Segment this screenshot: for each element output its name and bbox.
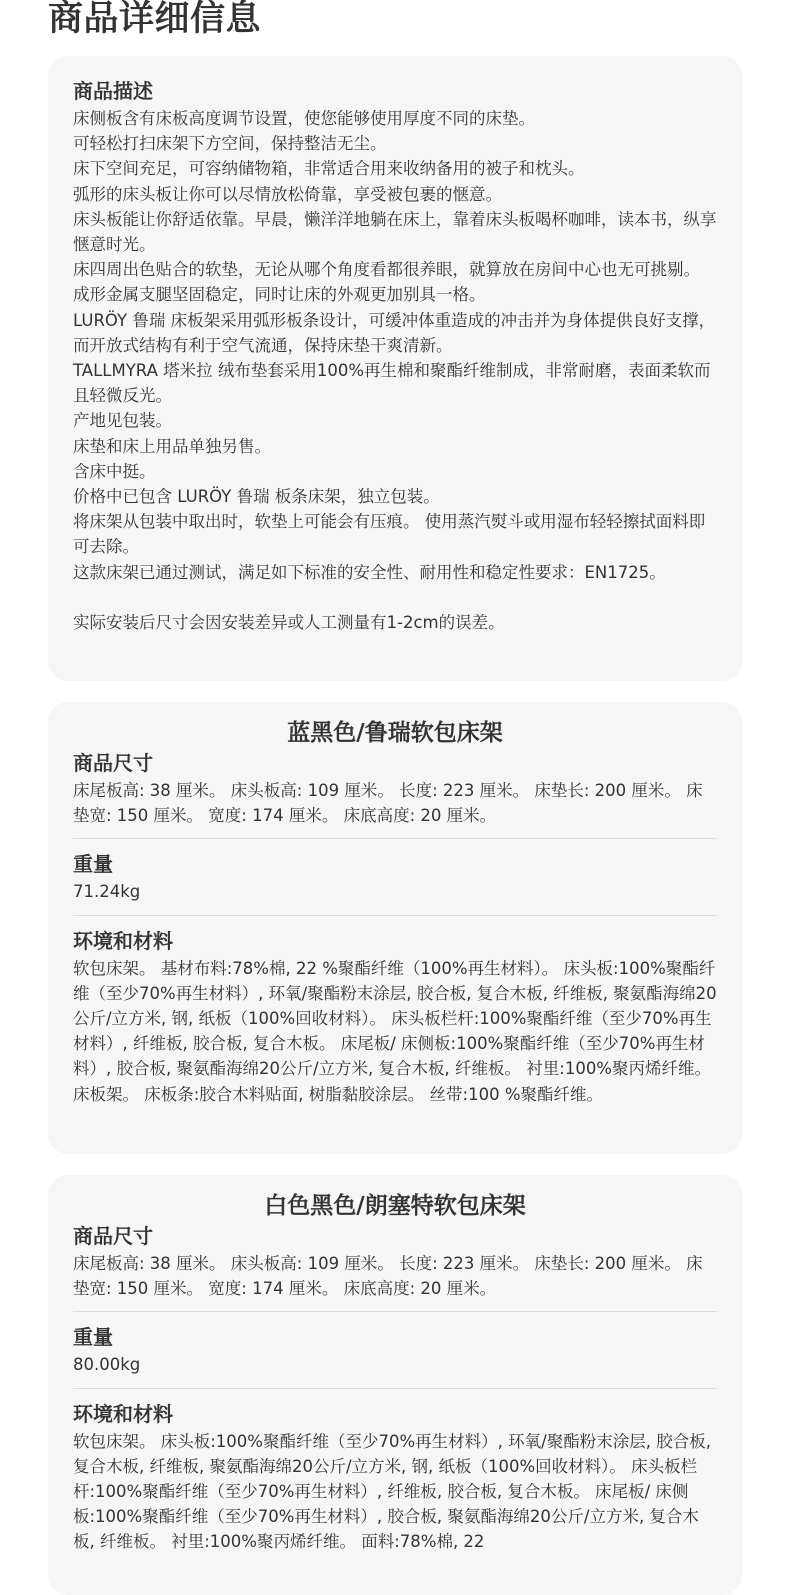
- description-line: 床下空间充足，可容纳储物箱，非常适合用来收纳备用的被子和枕头。: [73, 159, 585, 179]
- description-line: 床四周出色贴合的软垫，无论从哪个角度看都很养眼，就算放在房间中心也无可挑剔。: [73, 260, 700, 280]
- divider: [73, 915, 717, 916]
- variant-card-2: [48, 1175, 742, 1595]
- size-heading: 商品尺寸: [73, 1224, 153, 1248]
- spacer: [73, 585, 717, 610]
- size-heading: 商品尺寸: [73, 751, 153, 775]
- size-section: [73, 748, 717, 828]
- divider: [73, 838, 717, 839]
- page-title: 商品详细信息: [48, 0, 262, 39]
- size-text: 床尾板高: 38 厘米。 床头板高: 109 厘米。 长度: 223 厘米。 床垫长: 200 厘米。 床垫宽: 150 厘米。 宽度: 174 厘米。 床底高度: 20 厘米。: [73, 1254, 703, 1299]
- weight-section: [73, 1322, 717, 1377]
- size-text: 床尾板高: 38 厘米。 床头板高: 109 厘米。 长度: 223 厘米。 床垫长: 200 厘米。 床垫宽: 150 厘米。 宽度: 174 厘米。 床底高度: 20 厘米。: [73, 781, 703, 826]
- material-text: 软包床架。 床头板:100%聚酯纤维（至少70%再生材料）, 环氧/聚酯粉末涂层, 胶合板, 复合木板, 纤维板, 聚氨酯海绵20公斤/立方米, 钢, 纸板（100%回收材料）。 床头板栏杆:100%聚酯纤维（至少70%再生材料）, 纤维板, 胶合板, 复合木板。 床尾板/ 床侧板:100%聚酯纤维（至少70%再生材料）, 胶合板, 聚氨酯海绵20公斤/立方米, 复合木板, 纤维板。 衬里:100%聚丙烯纤维。 面料:78%棉, 22: [73, 1431, 711, 1552]
- weight-heading: 重量: [73, 852, 113, 877]
- weight-section: [73, 849, 717, 904]
- description-line: 将床架从包装中取出时，软垫上可能会有压痕。 使用蒸汽熨斗或用湿布轻轻擦拭面料即可去除。: [73, 512, 706, 557]
- description-line: 这款床架已通过测试，满足如下标准的安全性、耐用性和稳定性要求：EN1725。: [73, 562, 666, 582]
- size-section: [73, 1221, 717, 1301]
- description-line: 床头板能让你舒适依靠。早晨，懒洋洋地躺在床上，靠着床头板喝杯咖啡，读本书，纵享惬意时光。: [73, 209, 717, 255]
- description-line: 可轻松打扫床架下方空间，保持整洁无尘。: [73, 134, 387, 154]
- variant-title: 蓝黑色/鲁瑞软包床架: [287, 720, 503, 746]
- material-heading: 环境和材料: [73, 1401, 173, 1426]
- variant-card-1: [48, 702, 742, 1154]
- description-line: TALLMYRA 塔米拉 绒布垫套采用100%再生棉和聚酯纤维制成，非常耐磨，表面柔软而且轻微反光。: [73, 361, 711, 406]
- material-section: [73, 1399, 717, 1555]
- weight-heading: 重量: [73, 1325, 113, 1350]
- description-line: 弧形的床头板让你可以尽情放松倚靠，享受被包裹的惬意。: [73, 184, 502, 204]
- material-section: [73, 926, 717, 1107]
- description-line: LURÖY 鲁瑞 床板架采用弧形板条设计，可缓冲体重造成的冲击并为身体提供良好支撑，而开放式结构有利于空气流通，保持床垫干爽清新。: [73, 310, 716, 355]
- description-heading: 商品描述: [73, 79, 153, 103]
- description-card: [48, 56, 742, 681]
- material-text: 软包床架。 基材布料:78%棉, 22 %聚酯纤维（100%再生材料）。 床头板:100%聚酯纤维（至少70%再生材料）, 环氧/聚酯粉末涂层, 胶合板, 复合木板, 纤维板, 聚氨酯海绵20公斤/立方米, 钢, 纸板（100%回收材料）。 床头板栏杆:100%聚酯纤维（至少70%再生材料）, 纤维板, 胶合板, 复合木板。 床尾板/ 床侧板:100%聚酯纤维（至少70%再生材料）, 胶合板, 聚氨酯海绵20公斤/立方米, 复合木板, 纤维板。 衬里:100%聚丙烯纤维。 床板架。 床板条:胶合木料贴面, 树脂黏胶涂层。 丝带:100 %聚酯纤维。: [73, 958, 717, 1104]
- description-line: 含床中挺。: [73, 461, 156, 481]
- divider: [73, 1388, 717, 1389]
- material-heading: 环境和材料: [73, 928, 173, 953]
- description-line: 产地见包装。: [73, 411, 172, 431]
- description-lines: [73, 106, 717, 635]
- variant-title: 白色黑色/朗塞特软包床架: [264, 1193, 526, 1219]
- description-line: 成形金属支腿坚固稳定，同时让床的外观更加别具一格。: [73, 285, 486, 305]
- description-line: 床侧板含有床板高度调节设置，使您能够使用厚度不同的床垫。: [73, 109, 535, 128]
- weight-text: 71.24kg: [73, 882, 141, 902]
- weight-text: 80.00kg: [73, 1355, 141, 1375]
- description-line: 床垫和床上用品单独另售。: [73, 436, 271, 456]
- description-footnote: 实际安装后尺寸会因安装差异或人工测量有1-2cm的误差。: [73, 613, 505, 633]
- divider: [73, 1311, 717, 1312]
- description-line: 价格中已包含 LURÖY 鲁瑞 板条床架，独立包装。: [73, 487, 440, 507]
